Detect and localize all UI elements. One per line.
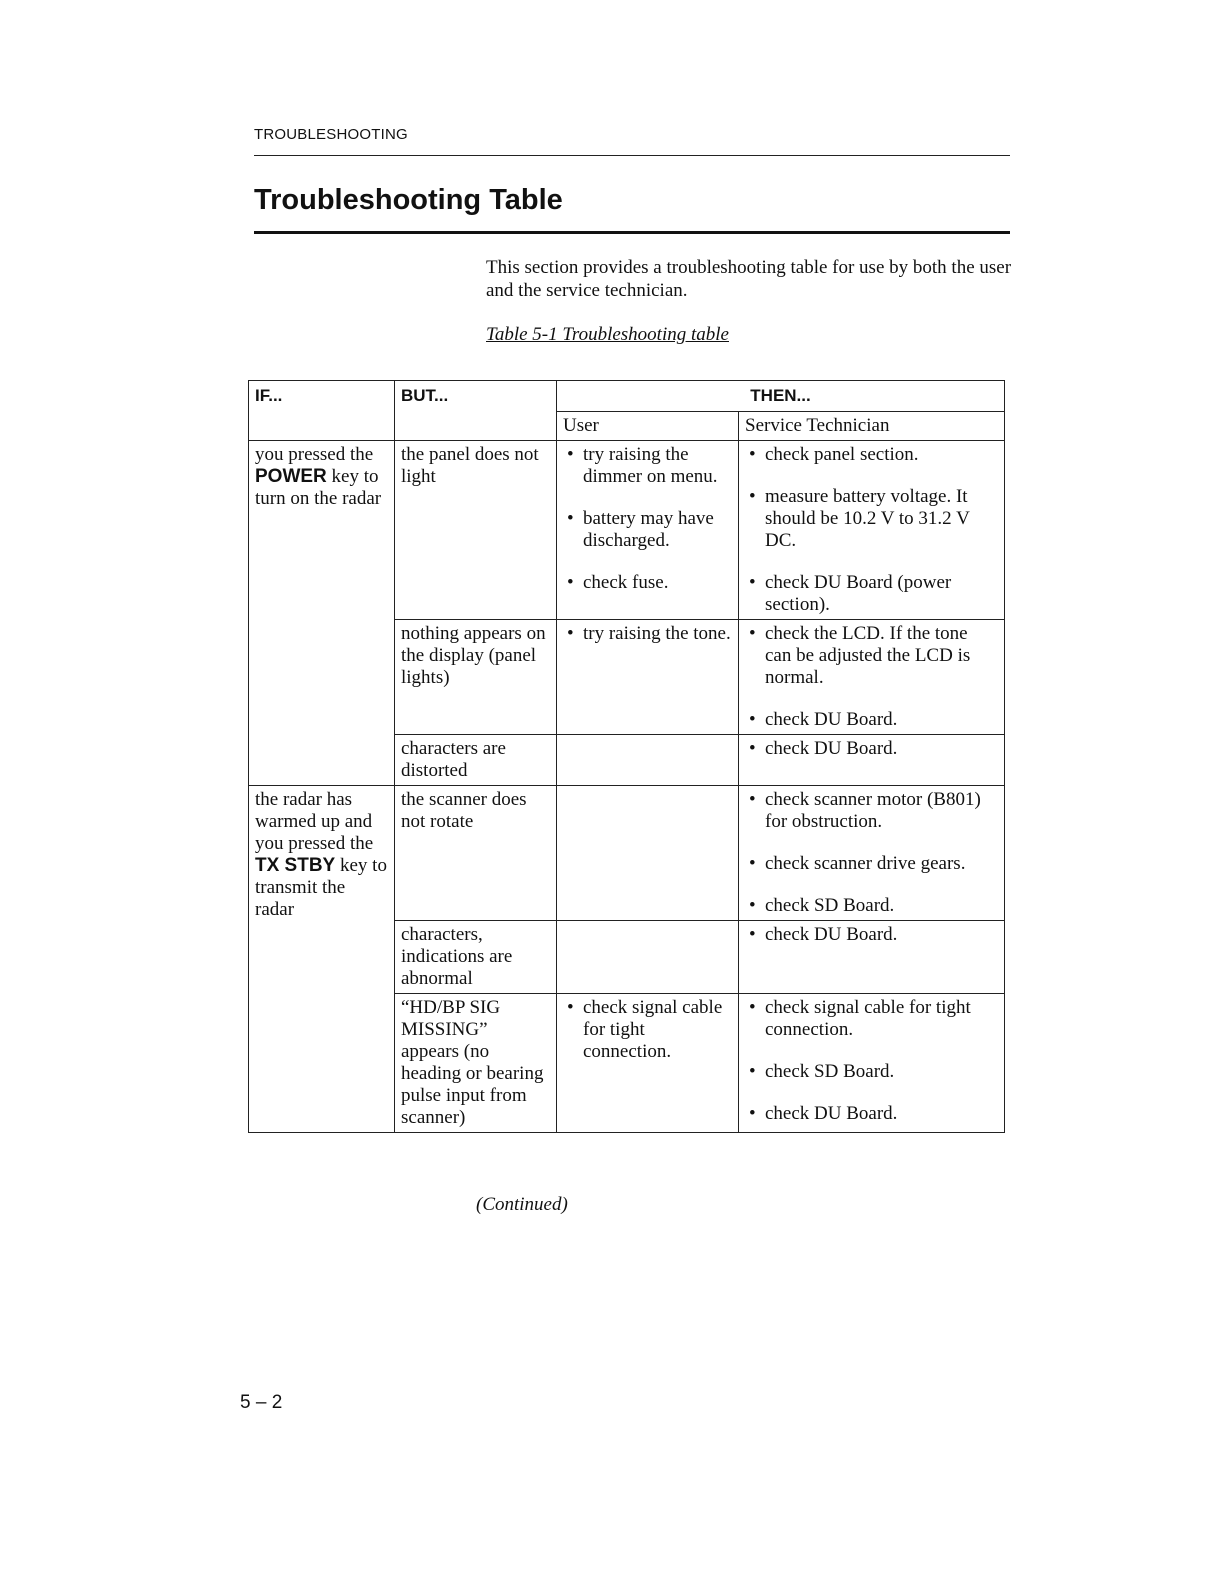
list-item: • check panel section. <box>745 444 998 466</box>
but-cell: nothing appears on the display (panel lights) <box>395 620 557 735</box>
user-cell <box>557 994 739 1133</box>
page-number: 5 – 2 <box>240 1392 283 1413</box>
col-if-header: IF... <box>249 381 395 441</box>
col-user-header: User <box>557 412 739 441</box>
but-cell: the panel does not light <box>395 441 557 620</box>
user-cell <box>557 735 739 786</box>
user-cell <box>557 921 739 994</box>
user-cell <box>557 786 739 921</box>
if-cell-txstby: the radar has warmed up and you pressed the TX STBY key to transmit the radar <box>249 786 395 1133</box>
tx-stby-key-label: TX STBY <box>255 855 336 876</box>
title-rule <box>254 231 1010 234</box>
list-item: • try raising the tone. <box>563 623 732 645</box>
list-item: • check DU Board. <box>745 1103 998 1125</box>
intro-paragraph: This section provides a troubleshooting table for use by both the user and the service technician. <box>486 257 1012 301</box>
list-item: • check DU Board. <box>745 738 998 760</box>
list-item: • check DU Board. <box>745 924 998 946</box>
list-item: • battery may have discharged. <box>563 508 732 552</box>
list-item: • check DU Board (power section). <box>745 572 998 616</box>
list-item: • check fuse. <box>563 572 732 594</box>
table-row <box>249 441 1005 620</box>
list-item: • check the LCD. If the tone can be adjusted the LCD is normal. <box>745 623 998 689</box>
list-item: • measure battery voltage. It should be 10.2 V to 31.2 V DC. <box>745 486 998 552</box>
list-item: • check scanner motor (B801) for obstruction. <box>745 789 998 833</box>
troubleshooting-table <box>248 380 1005 1133</box>
tech-cell <box>739 994 1005 1133</box>
header-rule <box>254 155 1010 156</box>
running-header: TROUBLESHOOTING <box>254 126 408 143</box>
list-item: • check SD Board. <box>745 1061 998 1083</box>
list-item: • check DU Board. <box>745 709 998 731</box>
tech-cell <box>739 620 1005 735</box>
col-tech-header: Service Technician <box>739 412 1005 441</box>
but-cell: characters, indications are abnormal <box>395 921 557 994</box>
list-item: • try raising the dimmer on menu. <box>563 444 732 488</box>
table-header-row <box>249 381 1005 412</box>
tech-cell <box>739 735 1005 786</box>
continued-note: (Continued) <box>476 1194 568 1215</box>
tech-cell <box>739 921 1005 994</box>
list-item: • check SD Board. <box>745 895 998 917</box>
list-item: • check signal cable for tight connection. <box>563 997 732 1063</box>
col-then-header: THEN... <box>557 381 1005 412</box>
but-cell: the scanner does not rotate <box>395 786 557 921</box>
table-row <box>249 786 1005 921</box>
list-item: • check signal cable for tight connection. <box>745 997 998 1041</box>
user-cell <box>557 620 739 735</box>
col-but-header: BUT... <box>395 381 557 441</box>
if-cell-power: you pressed the POWER key to turn on the radar <box>249 441 395 786</box>
user-cell <box>557 441 739 620</box>
but-cell: “HD/BP SIG MISSING” appears (no heading or bearing pulse input from scanner) <box>395 994 557 1133</box>
table-caption: Table 5-1 Troubleshooting table <box>486 324 729 345</box>
power-key-label: POWER <box>255 466 327 487</box>
but-cell: characters are distorted <box>395 735 557 786</box>
list-item: • check scanner drive gears. <box>745 853 998 875</box>
page-title: Troubleshooting Table <box>254 184 563 216</box>
tech-cell <box>739 786 1005 921</box>
tech-cell <box>739 441 1005 620</box>
